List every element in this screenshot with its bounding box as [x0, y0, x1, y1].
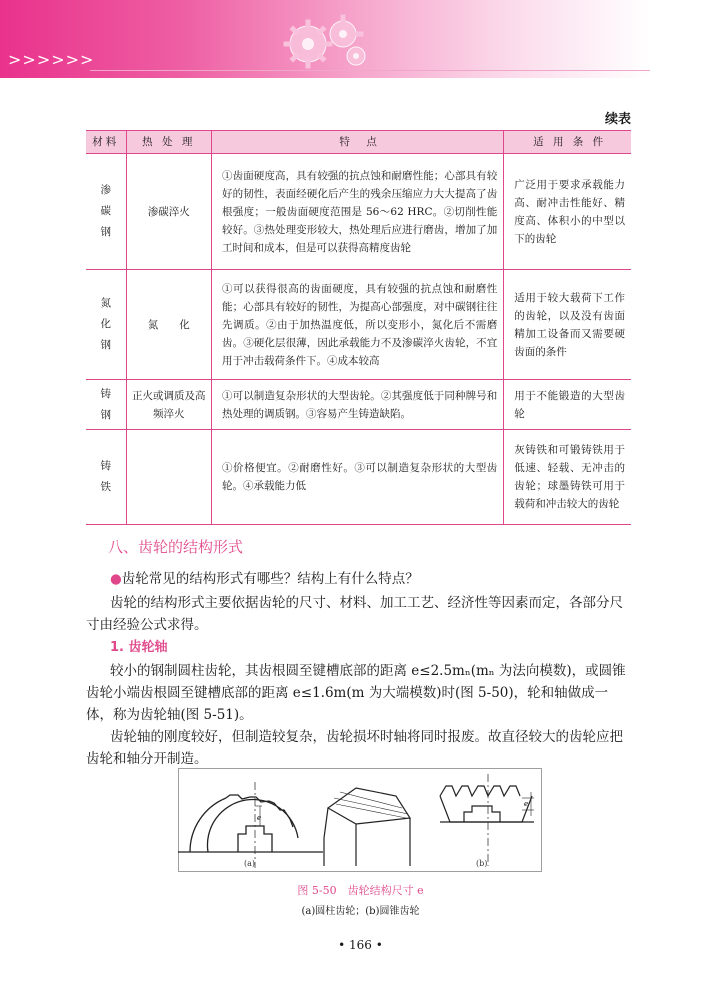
- header-applications: 适 用 条 件: [504, 131, 631, 154]
- cell-features: ①价格便宜。②耐磨性好。③可以制造复杂形状的大型齿轮。④承载能力低: [212, 430, 504, 525]
- question-text: 齿轮常见的结构形式有哪些？结构上有什么特点？: [121, 571, 419, 587]
- header-arrows: >>>>>>: [8, 50, 95, 69]
- cell-features: ①齿面硬度高，具有较强的抗点蚀和耐磨性能；心部具有较好的韧性，表面经硬化后产生的残余压缩应力大大提高了齿根强度；一般齿面硬度范围是 56～62 HRC。②切削性能较好。③热处理变形较大，热处理后应进行磨齿，增加了加工时间和成本，但是可以获得高精度齿轮: [212, 154, 504, 270]
- section-title: 八、齿轮的结构形式: [108, 538, 244, 556]
- cell-heat-treatment: [126, 430, 212, 525]
- figure-label-a: (a): [244, 859, 256, 868]
- table-row: [86, 154, 631, 270]
- subsection-title: 1. 齿轮轴: [110, 640, 168, 655]
- table-row: [86, 270, 631, 380]
- gear-logo-icon: [268, 10, 378, 70]
- cell-material: 氮 化 钢: [86, 270, 126, 380]
- table-continued-label: 续表: [604, 112, 631, 127]
- header-rule: [90, 70, 650, 71]
- header-features: 特 点: [212, 131, 504, 154]
- paragraph-gear-shaft-note: 齿轮轴的刚度较好，但制造较复杂，齿轮损坏时轴将同时报废。故直径较大的齿轮应把齿轮和轴分开制造。: [86, 729, 623, 767]
- gear-dimension-figure: [178, 768, 542, 872]
- cell-heat-treatment: 正火或调质及高频淬火: [126, 380, 212, 430]
- table-row: [86, 380, 631, 430]
- question-line: [110, 568, 634, 590]
- paragraph-structure-intro: 齿轮的结构形式主要依据齿轮的尺寸、材料、加工工艺、经济性等因素而定，各部分尺寸由经验公式求得。: [86, 595, 623, 633]
- header-heat-treatment: 热 处 理: [126, 131, 212, 154]
- table-header-row: [86, 131, 631, 154]
- cell-material: 渗 碳 钢: [86, 154, 126, 270]
- dimension-e-b: e: [524, 800, 529, 808]
- figure-caption: 图 5-50 齿轮结构尺寸 e: [297, 884, 424, 897]
- page-header-banner: [0, 0, 721, 78]
- table-row: [86, 430, 631, 525]
- cell-applications: 用于不能锻造的大型齿轮: [504, 380, 631, 430]
- bevel-gear-drawing: [440, 774, 534, 866]
- bullet-icon: ●: [110, 571, 122, 587]
- figure-subcaption: (a)圆柱齿轮；(b)圆锥齿轮: [301, 906, 420, 917]
- header-material: 材料: [86, 131, 126, 154]
- cell-material: 铸 钢: [86, 380, 126, 430]
- cell-heat-treatment: 渗碳淬火: [126, 154, 212, 270]
- gear-material-table: [86, 130, 631, 525]
- cell-applications: 适用于较大载荷下工作的齿轮，以及没有齿面精加工设备而又需要硬齿面的条件: [504, 270, 631, 380]
- cell-heat-treatment: 氮 化: [126, 270, 212, 380]
- cylindrical-gear-drawing: [178, 782, 323, 868]
- cell-features: ①可以制造复杂形状的大型齿轮。②其强度低于同种牌号和热处理的调质钢。③容易产生铸造缺陷。: [212, 380, 504, 430]
- cell-applications: 灰铸铁和可锻铸铁用于低速、轻载、无冲击的齿轮；球墨铸铁可用于载荷和冲击较大的齿轮: [504, 430, 631, 525]
- cell-features: ①可以获得很高的齿面硬度，具有较强的抗点蚀和耐磨性能；心部具有较好的韧性，为提高心部强度，对中碳钢往往先调质。②由于加热温度低，所以变形小，氮化后不需磨齿。③硬化层很薄，因此承载能力不及渗碳淬火齿轮，不宜用于冲击载荷条件下。④成本较高: [212, 270, 504, 380]
- cell-applications: 广泛用于要求承载能力高、耐冲击性能好、精度高、体积小的中型以下的齿轮: [504, 154, 631, 270]
- figure-label-b: (b): [476, 859, 488, 868]
- bevel-gear-section-drawing: [324, 788, 410, 866]
- page-number: • 166 •: [338, 938, 383, 952]
- dimension-e-a: e: [257, 814, 262, 822]
- paragraph-gear-shaft-condition: 较小的钢制圆柱齿轮，其齿根圆至键槽底部的距离 e≤2.5mₙ(mₙ 为法向模数)，或圆锥齿轮小端齿根圆至键槽底部的距离 e≤1.6m(m 为大端模数)时(图 5-50)，轮和轴做成一体，称为齿轮轴(图 5-51)。: [86, 663, 626, 723]
- cell-material: 铸 铁: [86, 430, 126, 525]
